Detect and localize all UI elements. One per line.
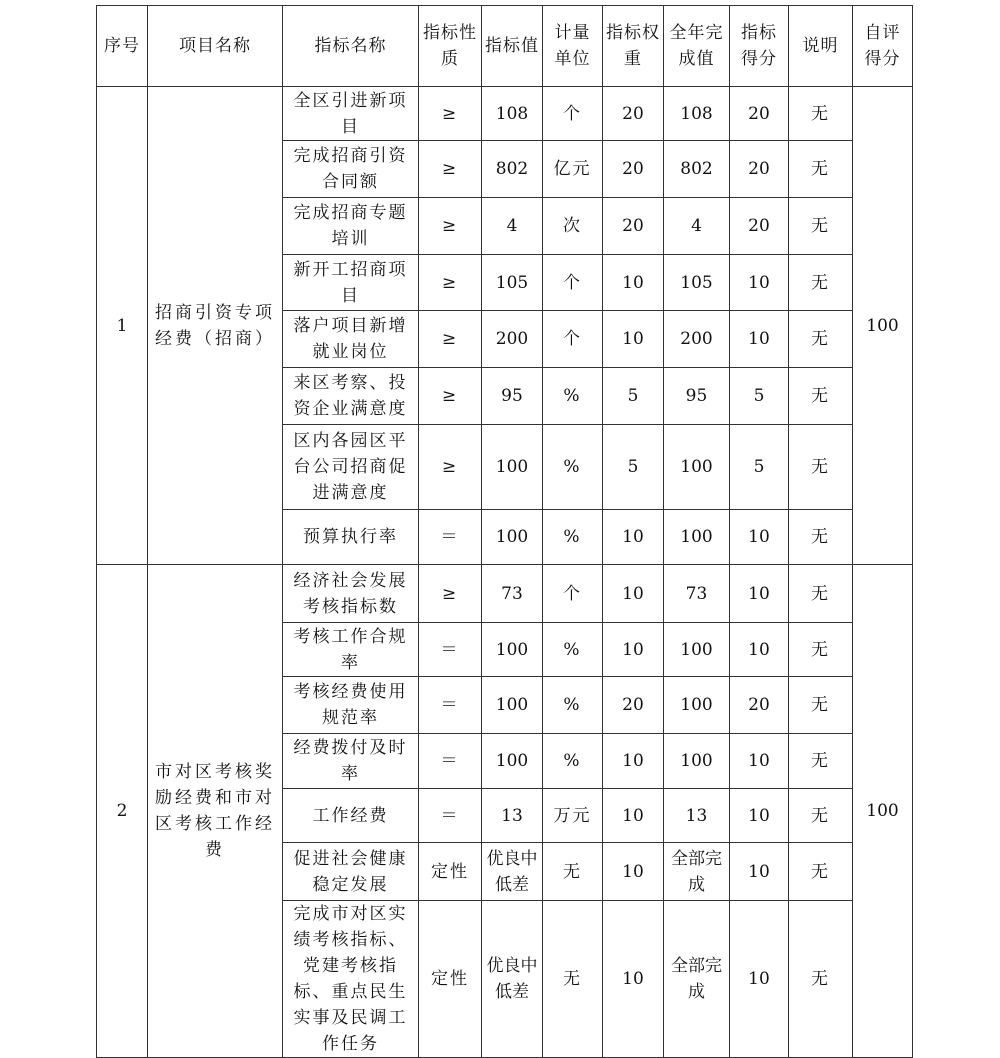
- indicator-weight: 10: [603, 843, 664, 901]
- indicator-nature: 定性: [419, 901, 482, 1058]
- header-project-name: 项目名称: [148, 6, 283, 87]
- indicator-note: 无: [789, 255, 853, 311]
- project-name: 招商引资专项经费（招商）: [148, 87, 283, 565]
- indicator-actual: 4: [664, 198, 730, 255]
- indicator-weight: 10: [603, 255, 664, 311]
- indicator-name: 完成招商专题培训: [283, 198, 419, 255]
- indicator-points: 10: [730, 510, 789, 565]
- indicator-name: 经费拨付及时率: [283, 734, 419, 789]
- indicator-nature: ＝: [419, 677, 482, 734]
- indicator-points: 10: [730, 734, 789, 789]
- indicator-value: 95: [482, 368, 543, 425]
- indicator-points: 10: [730, 311, 789, 368]
- indicator-unit: %: [543, 368, 603, 425]
- indicator-actual: 100: [664, 623, 730, 677]
- indicator-name: 预算执行率: [283, 510, 419, 565]
- indicator-actual: 13: [664, 789, 730, 843]
- indicator-note: 无: [789, 141, 853, 198]
- indicator-note: 无: [789, 425, 853, 510]
- indicator-nature: ≥: [419, 565, 482, 623]
- indicator-weight: 10: [603, 789, 664, 843]
- indicator-note: 无: [789, 198, 853, 255]
- indicator-nature: 定性: [419, 843, 482, 901]
- indicator-name: 来区考察、投资企业满意度: [283, 368, 419, 425]
- indicator-nature: ＝: [419, 510, 482, 565]
- indicator-value: 100: [482, 734, 543, 789]
- indicator-actual: 108: [664, 87, 730, 141]
- indicator-nature: ＝: [419, 734, 482, 789]
- project-self-score: 100: [853, 87, 913, 565]
- indicator-name: 全区引进新项目: [283, 87, 419, 141]
- indicator-value: 100: [482, 425, 543, 510]
- indicator-points: 10: [730, 901, 789, 1058]
- indicator-weight: 20: [603, 87, 664, 141]
- indicator-name: 新开工招商项目: [283, 255, 419, 311]
- indicator-unit: 个: [543, 87, 603, 141]
- indicator-note: 无: [789, 901, 853, 1058]
- indicator-weight: 10: [603, 901, 664, 1058]
- indicator-value: 13: [482, 789, 543, 843]
- indicator-weight: 10: [603, 565, 664, 623]
- indicator-name: 落户项目新增就业岗位: [283, 311, 419, 368]
- indicator-actual: 73: [664, 565, 730, 623]
- indicator-weight: 10: [603, 311, 664, 368]
- indicator-value: 200: [482, 311, 543, 368]
- table-row: [97, 565, 913, 623]
- indicator-nature: ≥: [419, 255, 482, 311]
- indicator-weight: 10: [603, 623, 664, 677]
- indicator-points: 10: [730, 789, 789, 843]
- header-value: 指标值: [482, 6, 543, 87]
- indicator-name: 经济社会发展考核指标数: [283, 565, 419, 623]
- indicator-nature: ≥: [419, 368, 482, 425]
- indicator-nature: ≥: [419, 425, 482, 510]
- indicator-unit: %: [543, 623, 603, 677]
- indicator-note: 无: [789, 789, 853, 843]
- indicator-points: 20: [730, 141, 789, 198]
- indicator-note: 无: [789, 510, 853, 565]
- indicator-actual: 802: [664, 141, 730, 198]
- indicator-nature: ≥: [419, 311, 482, 368]
- indicator-points: 5: [730, 368, 789, 425]
- indicator-note: 无: [789, 368, 853, 425]
- indicator-unit: %: [543, 677, 603, 734]
- indicator-unit: 亿元: [543, 141, 603, 198]
- indicator-points: 20: [730, 198, 789, 255]
- indicator-value: 108: [482, 87, 543, 141]
- project-seq: 1: [97, 87, 148, 565]
- indicator-note: 无: [789, 87, 853, 141]
- indicator-unit: 万元: [543, 789, 603, 843]
- indicator-points: 20: [730, 677, 789, 734]
- indicator-nature: ≥: [419, 141, 482, 198]
- indicator-note: 无: [789, 843, 853, 901]
- indicator-value: 100: [482, 510, 543, 565]
- header-unit: 计量单位: [543, 6, 603, 87]
- indicator-value: 100: [482, 677, 543, 734]
- indicator-value: 优良中低差: [482, 843, 543, 901]
- header-seq: 序号: [97, 6, 148, 87]
- indicator-unit: %: [543, 510, 603, 565]
- indicator-note: 无: [789, 623, 853, 677]
- indicator-weight: 20: [603, 198, 664, 255]
- indicator-nature: ＝: [419, 789, 482, 843]
- indicator-name: 完成市对区实绩考核指标、党建考核指标、重点民生实事及民调工作任务: [283, 901, 419, 1058]
- indicator-points: 10: [730, 843, 789, 901]
- indicator-nature: ＝: [419, 623, 482, 677]
- indicator-points: 20: [730, 87, 789, 141]
- indicator-note: 无: [789, 677, 853, 734]
- table-row: [97, 87, 913, 141]
- indicator-actual: 105: [664, 255, 730, 311]
- indicator-points: 10: [730, 623, 789, 677]
- indicator-points: 10: [730, 255, 789, 311]
- indicator-value: 4: [482, 198, 543, 255]
- header-self-score: 自评得分: [853, 6, 913, 87]
- indicator-value: 802: [482, 141, 543, 198]
- indicator-weight: 20: [603, 677, 664, 734]
- indicator-actual: 100: [664, 425, 730, 510]
- project-self-score: 100: [853, 565, 913, 1058]
- indicator-actual: 200: [664, 311, 730, 368]
- indicator-unit: 个: [543, 311, 603, 368]
- indicator-unit: 无: [543, 843, 603, 901]
- indicator-note: 无: [789, 565, 853, 623]
- indicator-unit: 个: [543, 255, 603, 311]
- indicator-weight: 10: [603, 734, 664, 789]
- indicator-unit: %: [543, 425, 603, 510]
- indicator-actual: 全部完成: [664, 843, 730, 901]
- indicator-name: 促进社会健康稳定发展: [283, 843, 419, 901]
- indicator-value: 105: [482, 255, 543, 311]
- header-points: 指标得分: [730, 6, 789, 87]
- header-nature: 指标性质: [419, 6, 482, 87]
- indicator-value: 73: [482, 565, 543, 623]
- indicator-weight: 10: [603, 510, 664, 565]
- indicator-unit: 次: [543, 198, 603, 255]
- indicator-points: 5: [730, 425, 789, 510]
- indicator-name: 区内各园区平台公司招商促进满意度: [283, 425, 419, 510]
- indicator-weight: 5: [603, 368, 664, 425]
- indicator-actual: 100: [664, 677, 730, 734]
- indicator-note: 无: [789, 734, 853, 789]
- indicator-value: 100: [482, 623, 543, 677]
- indicator-name: 工作经费: [283, 789, 419, 843]
- indicator-value: 优良中低差: [482, 901, 543, 1058]
- indicator-unit: 无: [543, 901, 603, 1058]
- performance-table: [96, 5, 913, 1058]
- header-note: 说明: [789, 6, 853, 87]
- indicator-actual: 100: [664, 510, 730, 565]
- header-actual: 全年完成值: [664, 6, 730, 87]
- project-seq: 2: [97, 565, 148, 1058]
- indicator-nature: ≥: [419, 87, 482, 141]
- indicator-weight: 5: [603, 425, 664, 510]
- indicator-unit: %: [543, 734, 603, 789]
- indicator-name: 考核工作合规率: [283, 623, 419, 677]
- header-indicator-name: 指标名称: [283, 6, 419, 87]
- indicator-actual: 100: [664, 734, 730, 789]
- indicator-name: 完成招商引资合同额: [283, 141, 419, 198]
- indicator-weight: 20: [603, 141, 664, 198]
- header-weight: 指标权重: [603, 6, 664, 87]
- indicator-name: 考核经费使用规范率: [283, 677, 419, 734]
- indicator-note: 无: [789, 311, 853, 368]
- indicator-points: 10: [730, 565, 789, 623]
- indicator-nature: ≥: [419, 198, 482, 255]
- project-name: 市对区考核奖励经费和市对区考核工作经费: [148, 565, 283, 1058]
- header-row: [97, 6, 913, 87]
- indicator-actual: 95: [664, 368, 730, 425]
- indicator-actual: 全部完成: [664, 901, 730, 1058]
- indicator-unit: 个: [543, 565, 603, 623]
